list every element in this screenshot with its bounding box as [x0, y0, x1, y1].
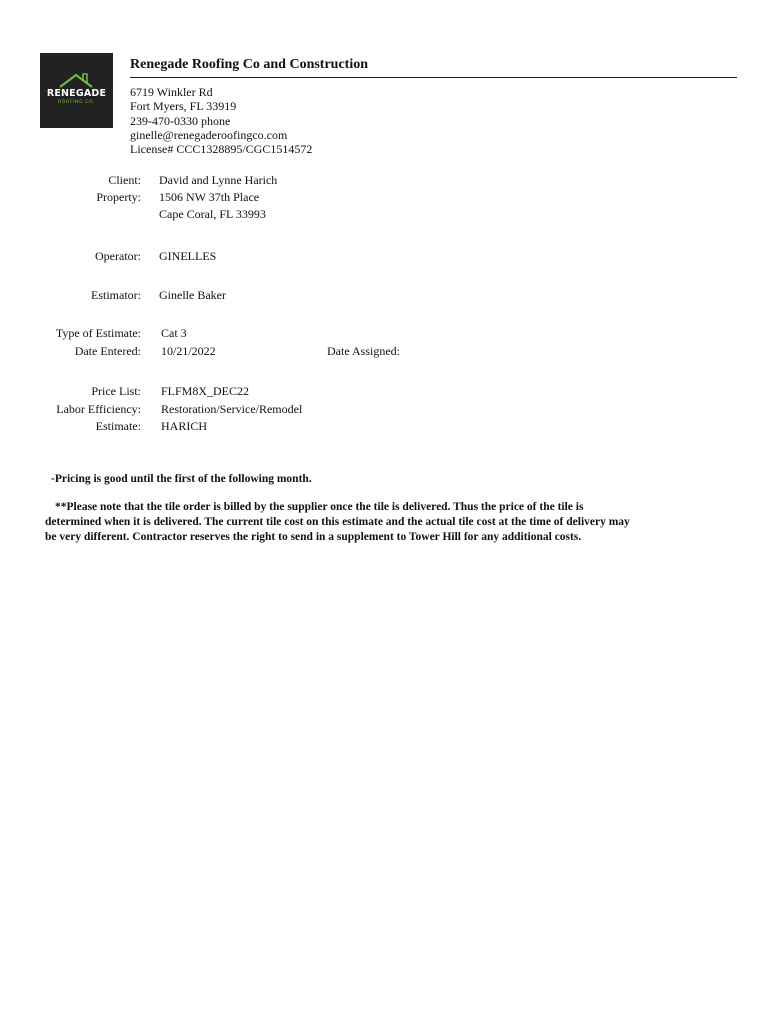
- property-line1: 1506 NW 37th Place: [159, 190, 260, 204]
- client-value: David and Lynne Harich: [159, 173, 278, 187]
- company-address-line2: Fort Myers, FL 33919: [130, 99, 237, 113]
- company-phone: 239-470-0330 phone: [130, 114, 231, 128]
- date-assigned-label: Date Assigned:: [327, 344, 400, 358]
- property-line2: Cape Coral, FL 33993: [159, 207, 266, 221]
- estimator-label: Estimator:: [91, 288, 141, 302]
- tile-note-line2: determined when it is delivered. The current tile cost on this estimate and the actual tile cost at the time of delivery may: [45, 516, 630, 528]
- type-of-estimate-label: Type of Estimate:: [55, 326, 141, 340]
- estimate-value: HARICH: [161, 419, 208, 433]
- date-entered-label: Date Entered:: [74, 344, 141, 358]
- logo-subtext: ROOFING CO.: [58, 100, 95, 105]
- estimate-label: Estimate:: [95, 419, 141, 433]
- estimator-value: Ginelle Baker: [159, 288, 226, 302]
- price-list-value: FLFM8X_DEC22: [161, 384, 250, 398]
- company-name: Renegade Roofing Co and Construction: [130, 57, 369, 72]
- property-label: Property:: [96, 190, 141, 204]
- labor-efficiency-label: Labor Efficiency:: [56, 402, 141, 416]
- client-label: Client:: [108, 173, 141, 187]
- logo-wordmark: RENEGADE: [46, 88, 107, 99]
- tile-note-line3: be very different. Contractor reserves the right to send in a supplement to Tower Hill for any additional costs.: [45, 531, 582, 543]
- company-logo: [40, 53, 113, 128]
- company-address-line1: 6719 Winkler Rd: [130, 85, 213, 99]
- operator-label: Operator:: [95, 249, 141, 263]
- tile-note-line1: **Please note that the tile order is billed by the supplier once the tile is delivered. Thus the price of the tile is: [55, 501, 584, 513]
- date-entered-value: 10/21/2022: [161, 344, 216, 358]
- pricing-note: -Pricing is good until the first of the following month.: [51, 473, 312, 485]
- price-list-label: Price List:: [91, 384, 141, 398]
- operator-value: GINELLES: [159, 249, 217, 263]
- header-divider: [130, 77, 737, 78]
- labor-efficiency-value: Restoration/Service/Remodel: [161, 402, 303, 416]
- company-email: ginelle@renegaderoofingco.com: [130, 128, 288, 142]
- type-of-estimate-value: Cat 3: [161, 326, 187, 340]
- company-license: License# CCC1328895/CGC1514572: [130, 142, 313, 156]
